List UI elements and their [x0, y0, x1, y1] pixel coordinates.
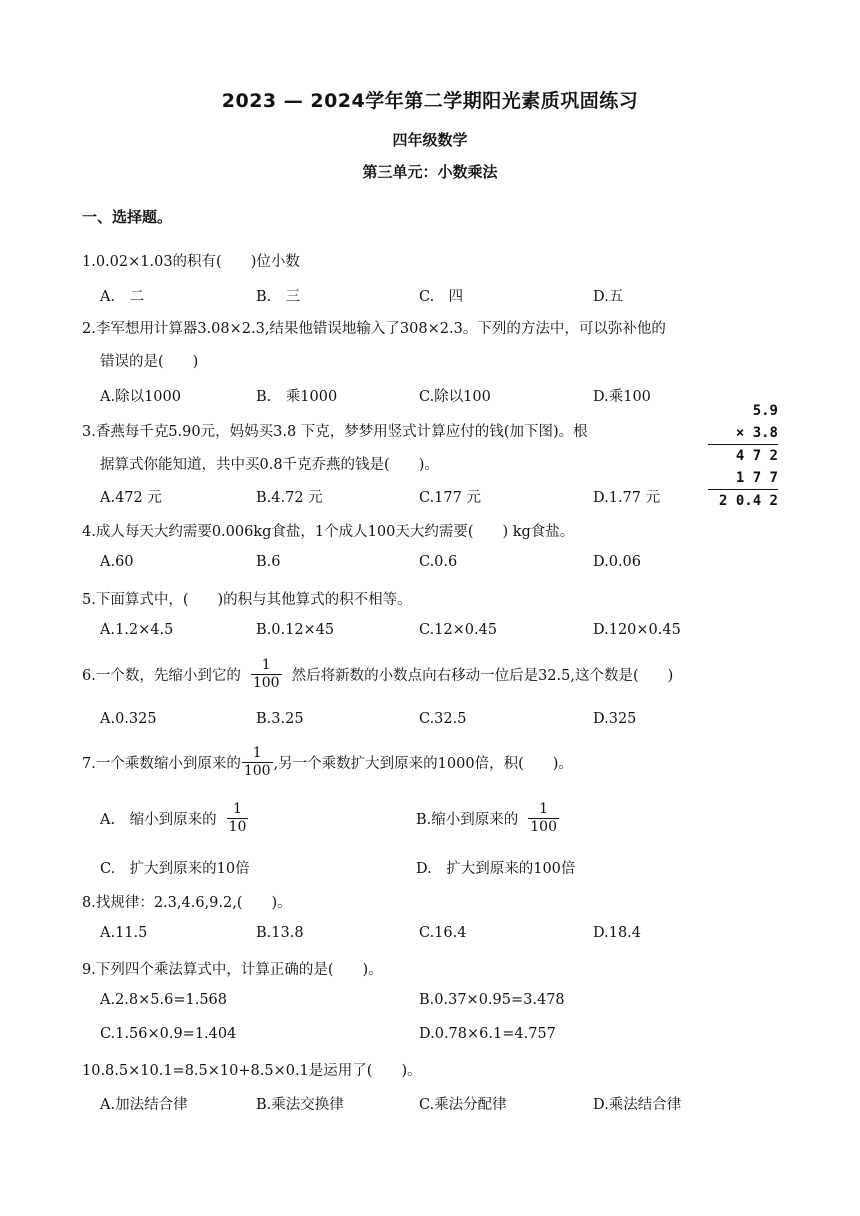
- question-2-option-a: A.除以1000: [100, 389, 181, 405]
- question-6-option-b: B.3.25: [256, 711, 304, 727]
- question-5-option-c: C.12×0.45: [419, 622, 498, 638]
- question-3-stem-line2: 据算式你能知道，共中买0.8千克乔燕的钱是( )。: [100, 457, 439, 473]
- page-title: 2023 — 2024学年第二学期阳光素质巩固练习: [221, 90, 639, 112]
- question-6-stem-part2: 然后将新数的小数点向右移动一位后是32.5,这个数是( ): [291, 667, 674, 684]
- question-10-option-d: D.乘法结合律: [593, 1097, 682, 1113]
- question-6-option-c: C.32.5: [419, 711, 467, 727]
- question-2-option-b: B. 乘1000: [256, 389, 338, 405]
- question-5-option-a: A.1.2×4.5: [100, 622, 174, 638]
- unit-subtitle: 第三单元：小数乘法: [362, 163, 498, 181]
- question-4-option-b: B.6: [256, 554, 281, 570]
- question-2-stem-line2: 错误的是( ): [100, 354, 199, 370]
- question-9-option-a: A.2.8×5.6=1.568: [100, 992, 228, 1008]
- question-7-stem-part2: ,另一个乘数扩大到原来的1000倍，积( )。: [273, 755, 573, 772]
- question-9-stem: 9.下列四个乘法算式中，计算正确的是( )。: [82, 962, 383, 978]
- fraction-numerator: 1: [261, 656, 271, 673]
- question-6-option-d: D.325: [593, 711, 637, 727]
- question-1-option-c: C. 四: [419, 289, 464, 305]
- fraction-denominator: 100: [243, 762, 271, 779]
- question-9-option-b: B.0.37×0.95=3.478: [419, 992, 565, 1008]
- question-2-option-d: D.乘100: [593, 389, 651, 405]
- question-10-option-a: A.加法结合律: [100, 1097, 188, 1113]
- fraction-numerator: 1: [233, 800, 242, 817]
- question-7-stem: [82, 744, 573, 780]
- question-8-option-b: B.13.8: [256, 925, 304, 941]
- question-4-option-a: A.60: [100, 554, 134, 570]
- question-8-option-d: D.18.4: [593, 925, 642, 941]
- calc-product: 2 0.4 2: [708, 489, 778, 512]
- question-1-stem: 1.0.02×1.03的积有( )位小数: [82, 254, 300, 270]
- question-4-option-c: C.0.6: [419, 554, 458, 570]
- question-5-option-d: D.120×0.45: [593, 622, 681, 638]
- question-3-option-d: D.1.77 元: [593, 490, 661, 506]
- question-2-option-c: C.除以100: [419, 389, 491, 405]
- question-10-option-b: B.乘法交换律: [256, 1097, 344, 1113]
- option-a-fraction: [227, 801, 249, 836]
- option-b-text: B.缩小到原来的: [416, 811, 519, 828]
- fraction-numerator: 1: [252, 744, 262, 761]
- question-6-stem-part1: 6.一个数，先缩小到它的: [82, 667, 241, 684]
- question-7-option-c: C. 扩大到原来的10倍: [100, 861, 250, 877]
- question-7-option-a: [100, 800, 258, 836]
- question-2-stem: 2.李军想用计算器3.08×2.3,结果他错误地输入了308×2.3。下列的方法中，可以弥补他的: [82, 321, 666, 337]
- question-3-stem: 3.香燕每千克5.90元，妈妈买3.8 下克，梦梦用竖式计算应付的钱(加下图)。根: [82, 424, 588, 440]
- question-1-option-b: B. 三: [256, 289, 301, 305]
- fraction-denominator: 100: [252, 674, 280, 691]
- grade-subtitle: 四年级数学: [392, 131, 468, 149]
- question-1-option-d: D.五: [593, 289, 624, 305]
- question-8-option-c: C.16.4: [419, 925, 467, 941]
- question-8-option-a: A.11.5: [100, 925, 148, 941]
- question-3-option-c: C.177 元: [419, 490, 481, 506]
- calc-partial-2: 1 7 7: [735, 470, 778, 486]
- question-7-option-b: [416, 800, 569, 836]
- calc-multiplicand: 5.9: [752, 403, 778, 419]
- question-7-option-d: D. 扩大到原来的100倍: [416, 861, 576, 877]
- question-5-stem: 5.下面算式中，( )的积与其他算式的积不相等。: [82, 592, 412, 608]
- question-4-stem: 4.成人每天大约需要0.006kg食盐，1个成人100天大约需要( ) kg食盐。: [82, 524, 575, 540]
- question-6-option-a: A.0.325: [100, 711, 157, 727]
- vertical-multiplication-figure: [708, 400, 778, 512]
- section-heading: 一、选择题。: [82, 208, 173, 226]
- question-1-option-a: A. 二: [100, 289, 145, 305]
- fraction-denominator: 100: [530, 818, 557, 835]
- question-3-option-a: A.472 元: [100, 490, 162, 506]
- question-8-stem: 8.找规律：2.3,4.6,9.2,( )。: [82, 895, 292, 911]
- question-10-option-c: C.乘法分配律: [419, 1097, 507, 1113]
- question-4-option-d: D.0.06: [593, 554, 642, 570]
- question-9-option-c: C.1.56×0.9=1.404: [100, 1026, 237, 1042]
- question-9-option-d: D.0.78×6.1=4.757: [419, 1026, 556, 1042]
- option-a-text: A. 缩小到原来的: [100, 811, 217, 828]
- question-6-stem: [82, 656, 673, 692]
- fraction-numerator: 1: [539, 800, 549, 817]
- question-3-option-b: B.4.72 元: [256, 490, 323, 506]
- question-7-fraction: [242, 745, 273, 780]
- calc-partial-1: 4 7 2: [708, 444, 778, 467]
- calc-multiplier: × 3.8: [735, 425, 778, 441]
- question-5-option-b: B.0.12×45: [256, 622, 335, 638]
- fraction-denominator: 10: [228, 818, 247, 835]
- question-7-stem-part1: 7.一个乘数缩小到原来的: [82, 755, 241, 772]
- question-6-fraction: [251, 657, 282, 692]
- question-10-stem: 10.8.5×10.1=8.5×10+8.5×0.1是运用了( )。: [82, 1063, 422, 1079]
- option-b-fraction: [528, 801, 559, 836]
